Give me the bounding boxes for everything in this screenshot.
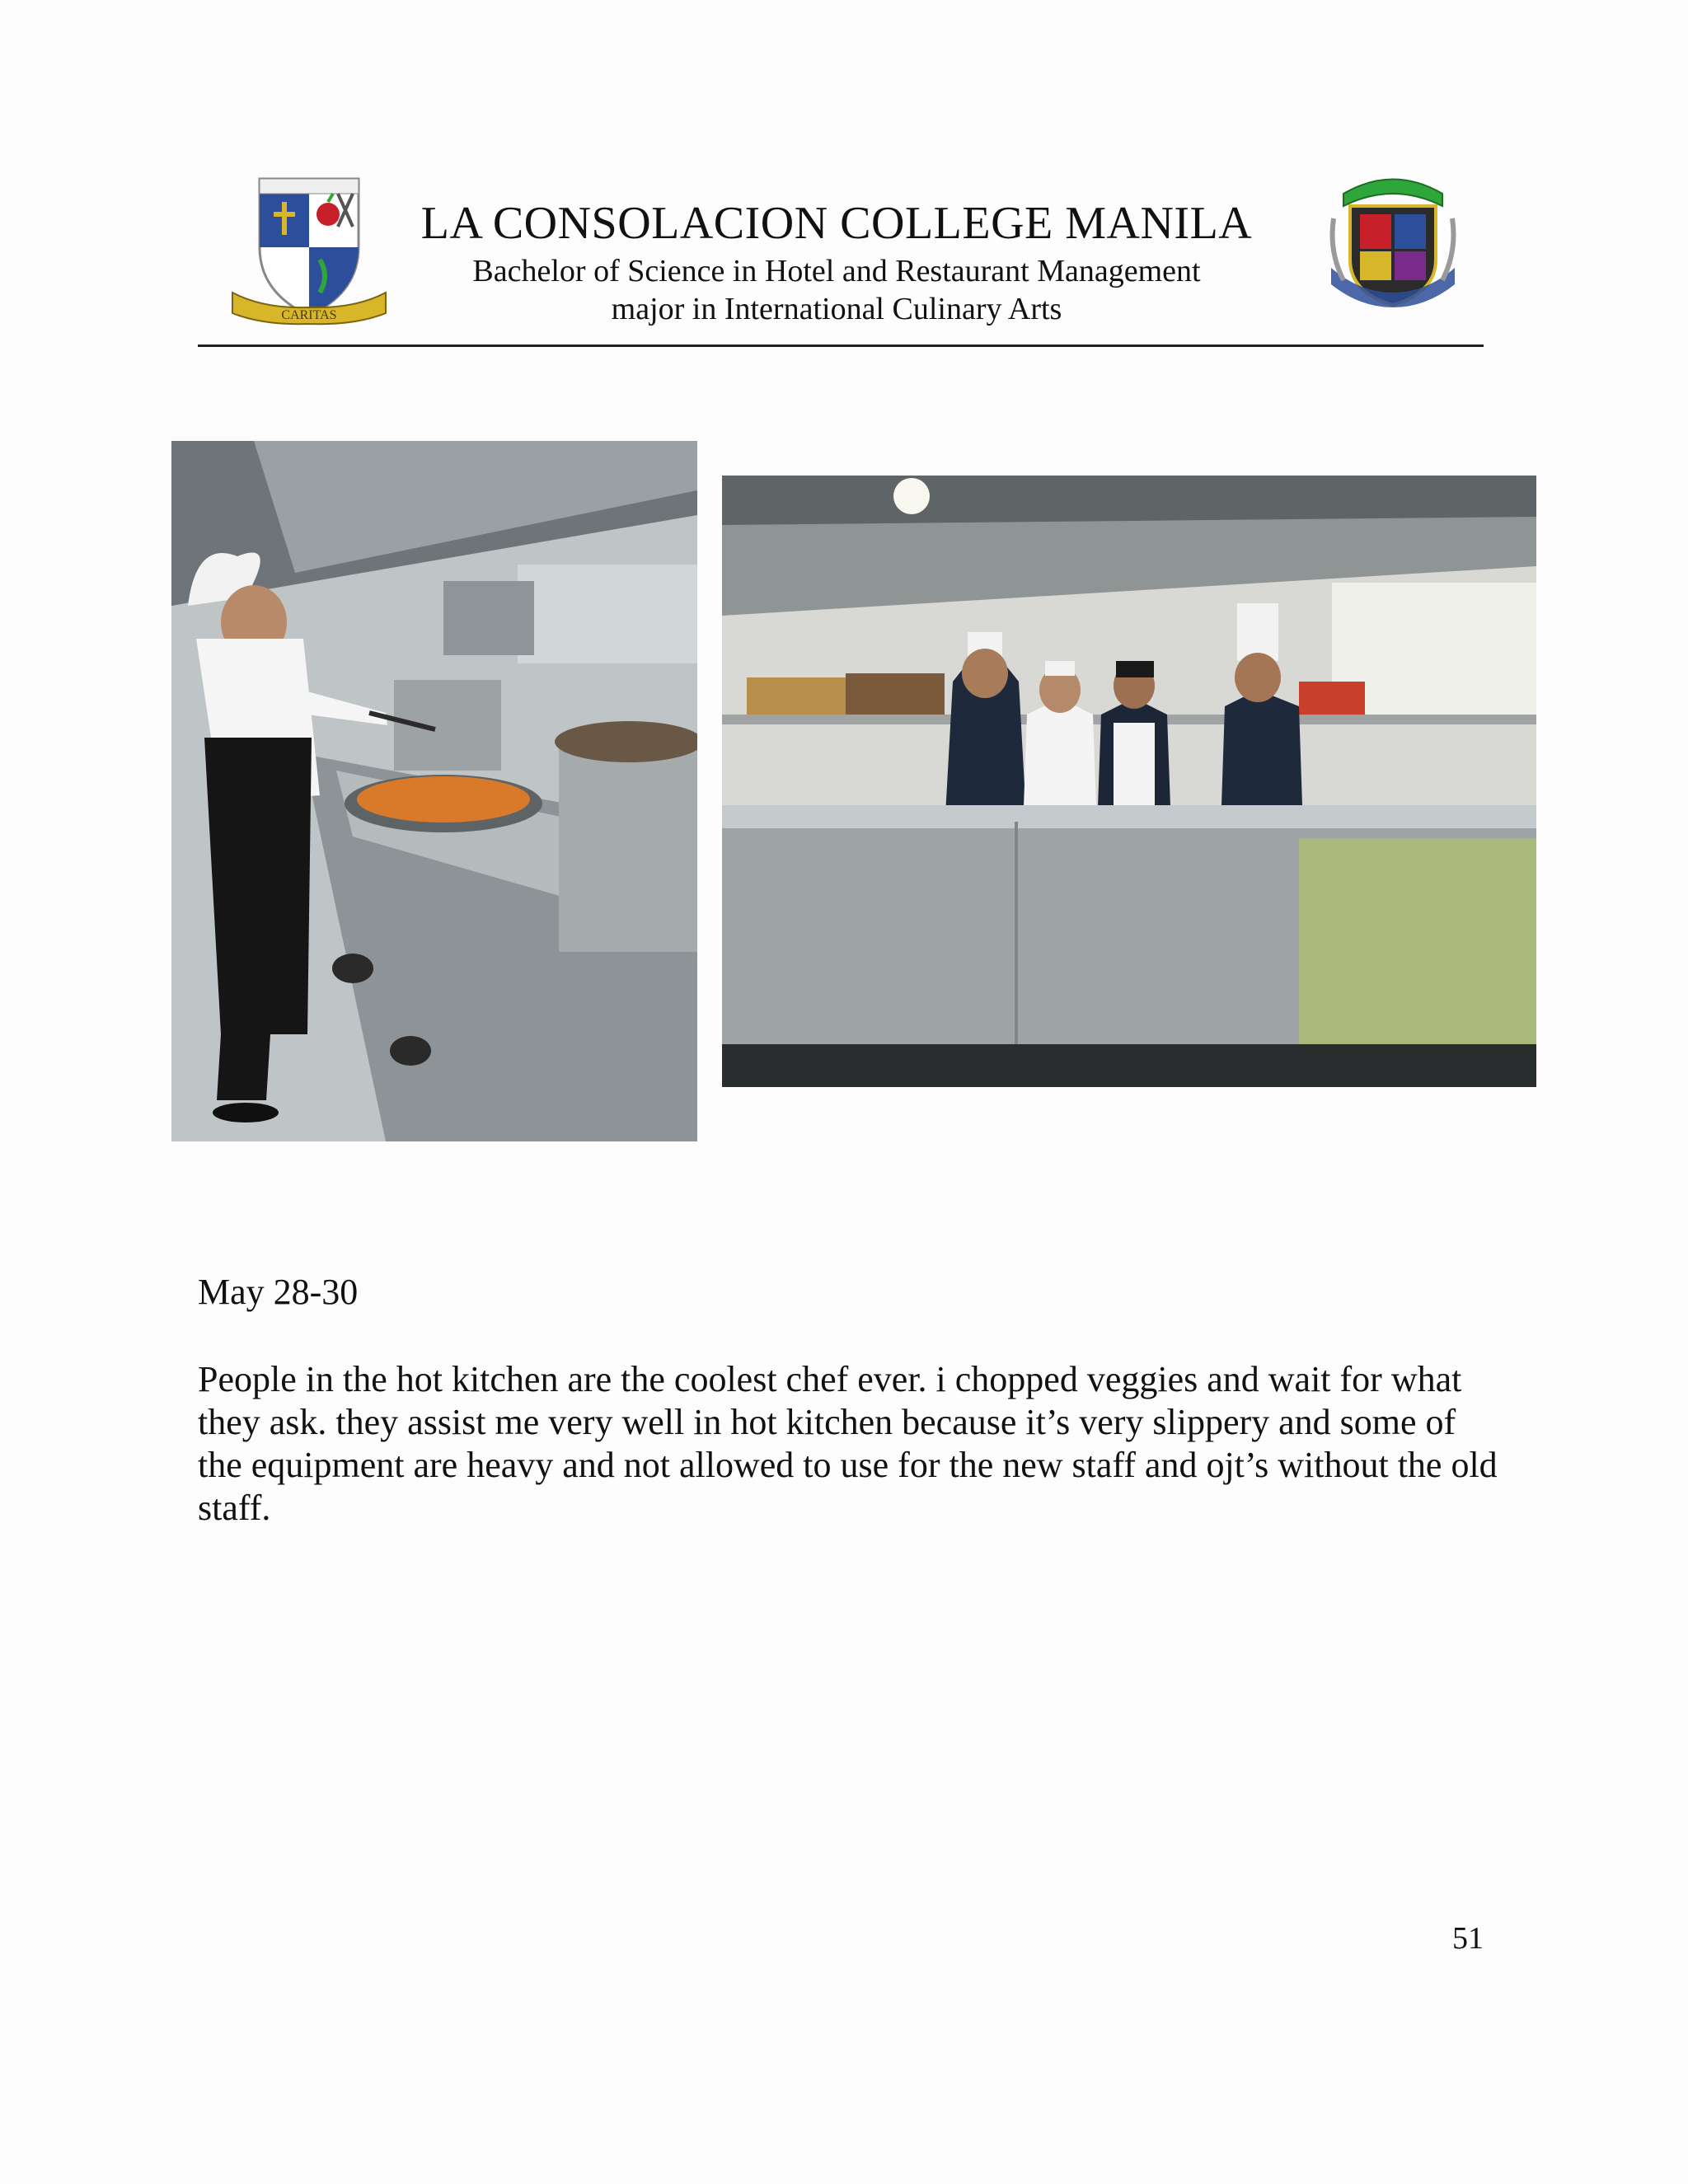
kitchen-staff-group-photo xyxy=(722,476,1536,1087)
program-crest-emblem-icon xyxy=(1327,169,1459,309)
page-number: 51 xyxy=(1452,1921,1484,1956)
program-major: major in International Culinary Arts xyxy=(611,292,1062,326)
college-crest-shield-icon xyxy=(231,169,387,326)
chef-cooking-at-stove-photo xyxy=(171,441,697,1141)
crest-ribbon-text: CARITAS xyxy=(281,308,337,322)
program-name: Bachelor of Science in Hotel and Restaurant Management xyxy=(472,254,1201,288)
header-divider xyxy=(198,344,1484,347)
entry-date: May 28-30 xyxy=(198,1272,359,1312)
entry-paragraph: People in the hot kitchen are the coolest chef ever. i chopped veggies and wait for what they ask. they assist me very well in hot kitchen because it’s very slippery and some of the equipment are heavy and not allowed to use for the new staff and ojt’s without the old staff. xyxy=(198,1359,1498,1528)
page-title: LA CONSOLACION COLLEGE MANILA xyxy=(420,198,1253,249)
